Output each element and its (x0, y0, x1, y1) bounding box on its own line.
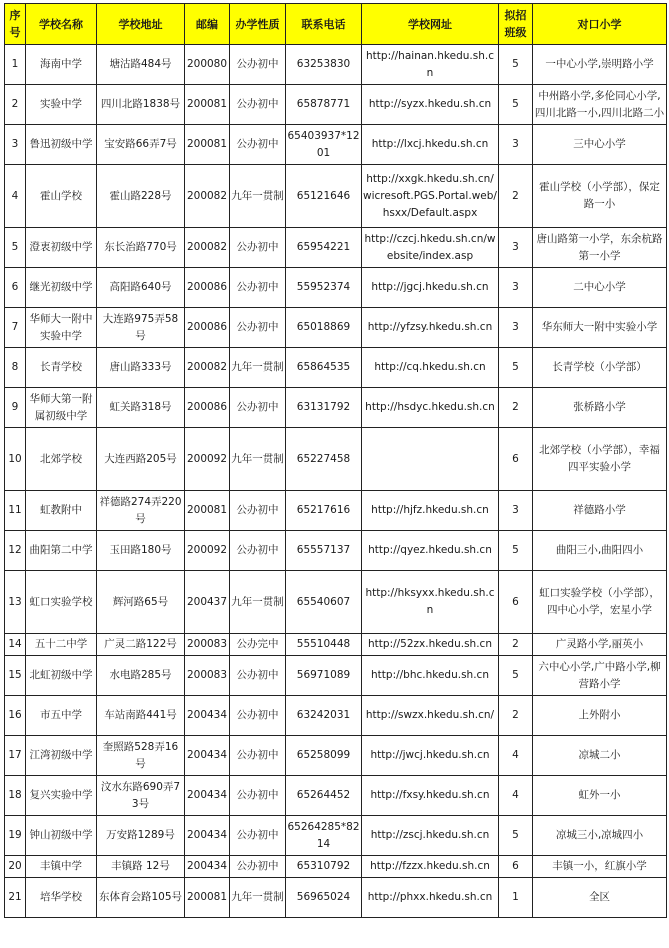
cell-classes: 4 (499, 736, 533, 776)
cell-classes: 3 (499, 125, 533, 165)
cell-no: 19 (5, 816, 26, 856)
cell-website[interactable]: http://jwcj.hkedu.sh.cn (362, 736, 499, 776)
cell-address: 宝安路66弄7号 (97, 125, 185, 165)
cell-type: 公办初中 (230, 656, 286, 696)
cell-name: 华师大一附中实验中学 (26, 308, 97, 348)
cell-phone: 65121646 (286, 165, 362, 228)
cell-name: 北虹初级中学 (26, 656, 97, 696)
cell-website[interactable]: http://yfzsy.hkedu.sh.cn (362, 308, 499, 348)
cell-website[interactable]: http://xxgk.hkedu.sh.cn/wicresoft.PGS.Portal.web/hsxx/Default.aspx (362, 165, 499, 228)
cell-website[interactable]: http://phxx.hkedu.sh.cn (362, 878, 499, 918)
cell-phone: 65878771 (286, 85, 362, 125)
cell-website[interactable]: http://fzzx.hkedu.sh.cn (362, 856, 499, 878)
cell-classes: 5 (499, 45, 533, 85)
table-row (5, 816, 667, 856)
table-row (5, 348, 667, 388)
cell-address: 车站南路441号 (97, 696, 185, 736)
cell-primary: 全区 (533, 878, 667, 918)
cell-no: 9 (5, 388, 26, 428)
cell-website[interactable]: http://jgcj.hkedu.sh.cn (362, 268, 499, 308)
cell-address: 水电路285号 (97, 656, 185, 696)
table-row (5, 45, 667, 85)
cell-zip: 200080 (185, 45, 230, 85)
cell-no: 18 (5, 776, 26, 816)
cell-address: 汶水东路690弄73号 (97, 776, 185, 816)
cell-phone: 65954221 (286, 228, 362, 268)
cell-type: 公办初中 (230, 696, 286, 736)
header-classes: 拟招班级 (499, 4, 533, 45)
cell-primary: 华东师大一附中实验小学 (533, 308, 667, 348)
cell-address: 广灵二路122号 (97, 634, 185, 656)
cell-no: 1 (5, 45, 26, 85)
header-name: 学校名称 (26, 4, 97, 45)
cell-primary: 霍山学校（小学部），保定路一小 (533, 165, 667, 228)
table-row (5, 308, 667, 348)
table-row (5, 125, 667, 165)
cell-classes: 5 (499, 85, 533, 125)
cell-no: 7 (5, 308, 26, 348)
cell-zip: 200434 (185, 736, 230, 776)
cell-website[interactable]: http://hsdyc.hkedu.sh.cn (362, 388, 499, 428)
cell-phone: 63131792 (286, 388, 362, 428)
cell-name: 继光初级中学 (26, 268, 97, 308)
header-row (5, 4, 667, 45)
cell-type: 公办初中 (230, 85, 286, 125)
cell-phone: 55952374 (286, 268, 362, 308)
table-row (5, 268, 667, 308)
cell-zip: 200437 (185, 571, 230, 634)
cell-primary: 张桥路小学 (533, 388, 667, 428)
cell-address: 高阳路640号 (97, 268, 185, 308)
cell-no: 3 (5, 125, 26, 165)
cell-primary: 长青学校（小学部） (533, 348, 667, 388)
cell-primary: 丰镇一小，红旗小学 (533, 856, 667, 878)
cell-primary: 北郊学校（小学部），幸福四平实验小学 (533, 428, 667, 491)
cell-address: 霍山路228号 (97, 165, 185, 228)
cell-zip: 200081 (185, 878, 230, 918)
header-type: 办学性质 (230, 4, 286, 45)
table-row (5, 696, 667, 736)
cell-phone: 55510448 (286, 634, 362, 656)
cell-classes: 4 (499, 776, 533, 816)
cell-address: 虹关路318号 (97, 388, 185, 428)
cell-no: 15 (5, 656, 26, 696)
cell-primary: 广灵路小学,丽英小 (533, 634, 667, 656)
cell-zip: 200092 (185, 428, 230, 491)
cell-classes: 5 (499, 531, 533, 571)
cell-name: 培华学校 (26, 878, 97, 918)
cell-name: 五十二中学 (26, 634, 97, 656)
cell-website[interactable]: http://cq.hkedu.sh.cn (362, 348, 499, 388)
cell-primary: 中州路小学,多伦同心小学,四川北路一小,四川北路二小 (533, 85, 667, 125)
cell-phone: 65540607 (286, 571, 362, 634)
cell-classes: 3 (499, 308, 533, 348)
cell-name: 北郊学校 (26, 428, 97, 491)
cell-phone: 65864535 (286, 348, 362, 388)
cell-address: 丰镇路 12号 (97, 856, 185, 878)
cell-address: 大连路975弄58号 (97, 308, 185, 348)
cell-primary: 虹外一小 (533, 776, 667, 816)
header-address: 学校地址 (97, 4, 185, 45)
cell-phone: 63242031 (286, 696, 362, 736)
cell-zip: 200434 (185, 696, 230, 736)
cell-address: 大连西路205号 (97, 428, 185, 491)
cell-phone: 65258099 (286, 736, 362, 776)
cell-type: 九年一贯制 (230, 571, 286, 634)
cell-no: 10 (5, 428, 26, 491)
cell-name: 曲阳第二中学 (26, 531, 97, 571)
cell-address: 塘沽路484号 (97, 45, 185, 85)
cell-no: 12 (5, 531, 26, 571)
cell-type: 公办初中 (230, 776, 286, 816)
cell-address: 祥德路274弄220号 (97, 491, 185, 531)
cell-type: 公办初中 (230, 388, 286, 428)
cell-no: 2 (5, 85, 26, 125)
cell-classes: 5 (499, 816, 533, 856)
cell-zip: 200082 (185, 228, 230, 268)
table-row (5, 634, 667, 656)
cell-phone: 65264452 (286, 776, 362, 816)
cell-phone: 65403937*1201 (286, 125, 362, 165)
cell-zip: 200086 (185, 268, 230, 308)
cell-no: 17 (5, 736, 26, 776)
cell-zip: 200434 (185, 816, 230, 856)
table-row (5, 571, 667, 634)
cell-zip: 200092 (185, 531, 230, 571)
cell-primary: 祥德路小学 (533, 491, 667, 531)
cell-zip: 200083 (185, 634, 230, 656)
cell-name: 鲁迅初级中学 (26, 125, 97, 165)
cell-no: 8 (5, 348, 26, 388)
cell-type: 公办初中 (230, 125, 286, 165)
cell-type: 公办初中 (230, 531, 286, 571)
cell-type: 公办初中 (230, 308, 286, 348)
cell-zip: 200081 (185, 85, 230, 125)
table-row (5, 878, 667, 918)
cell-website[interactable]: http://czcj.hkedu.sh.cn/website/index.asp (362, 228, 499, 268)
cell-zip: 200082 (185, 165, 230, 228)
cell-primary: 凉城二小 (533, 736, 667, 776)
cell-address: 东长治路770号 (97, 228, 185, 268)
cell-website[interactable]: http://fxsy.hkedu.sh.cn (362, 776, 499, 816)
header-zip: 邮编 (185, 4, 230, 45)
table-row (5, 656, 667, 696)
cell-website[interactable]: http://hjfz.hkedu.sh.cn (362, 491, 499, 531)
school-table (4, 3, 667, 918)
cell-phone: 65264285*8214 (286, 816, 362, 856)
cell-address: 万安路1289号 (97, 816, 185, 856)
cell-name: 丰镇中学 (26, 856, 97, 878)
cell-address: 奎照路528弄16号 (97, 736, 185, 776)
cell-no: 20 (5, 856, 26, 878)
cell-type: 九年一贯制 (230, 428, 286, 491)
cell-type: 公办完中 (230, 634, 286, 656)
cell-website[interactable]: http://zscj.hkedu.sh.cn (362, 816, 499, 856)
cell-zip: 200081 (185, 491, 230, 531)
cell-no: 6 (5, 268, 26, 308)
table-row (5, 531, 667, 571)
cell-zip: 200086 (185, 388, 230, 428)
cell-type: 公办初中 (230, 856, 286, 878)
table-row (5, 85, 667, 125)
cell-address: 唐山路333号 (97, 348, 185, 388)
cell-type: 九年一贯制 (230, 348, 286, 388)
cell-phone: 65227458 (286, 428, 362, 491)
cell-zip: 200086 (185, 308, 230, 348)
cell-classes: 2 (499, 388, 533, 428)
cell-type: 公办初中 (230, 268, 286, 308)
cell-classes: 6 (499, 856, 533, 878)
cell-name: 虹口实验学校 (26, 571, 97, 634)
cell-zip: 200081 (185, 125, 230, 165)
table-row (5, 388, 667, 428)
cell-primary: 上外附小 (533, 696, 667, 736)
cell-type: 公办初中 (230, 491, 286, 531)
table-row (5, 165, 667, 228)
cell-name: 虹教附中 (26, 491, 97, 531)
cell-website[interactable] (362, 428, 499, 491)
cell-classes: 2 (499, 634, 533, 656)
cell-website[interactable]: http://qyez.hkedu.sh.cn (362, 531, 499, 571)
cell-zip: 200434 (185, 856, 230, 878)
table-row (5, 491, 667, 531)
cell-type: 公办初中 (230, 736, 286, 776)
cell-no: 21 (5, 878, 26, 918)
cell-website[interactable]: http://52zx.hkedu.sh.cn (362, 634, 499, 656)
cell-zip: 200082 (185, 348, 230, 388)
cell-no: 5 (5, 228, 26, 268)
cell-no: 11 (5, 491, 26, 531)
table-row (5, 856, 667, 878)
table-row (5, 228, 667, 268)
table-row (5, 776, 667, 816)
header-no: 序号 (5, 4, 26, 45)
cell-name: 澄衷初级中学 (26, 228, 97, 268)
cell-no: 14 (5, 634, 26, 656)
cell-name: 霍山学校 (26, 165, 97, 228)
cell-no: 16 (5, 696, 26, 736)
cell-primary: 唐山路第一小学，东余杭路第一小学 (533, 228, 667, 268)
cell-address: 东体育会路105号 (97, 878, 185, 918)
cell-address: 玉田路180号 (97, 531, 185, 571)
cell-zip: 200083 (185, 656, 230, 696)
cell-name: 实验中学 (26, 85, 97, 125)
cell-classes: 3 (499, 268, 533, 308)
cell-no: 13 (5, 571, 26, 634)
cell-type: 公办初中 (230, 45, 286, 85)
cell-name: 市五中学 (26, 696, 97, 736)
cell-classes: 6 (499, 428, 533, 491)
cell-primary: 三中心小学 (533, 125, 667, 165)
cell-phone: 65018869 (286, 308, 362, 348)
cell-classes: 5 (499, 656, 533, 696)
cell-phone: 56965024 (286, 878, 362, 918)
cell-name: 长青学校 (26, 348, 97, 388)
cell-website[interactable]: http://swzx.hkedu.sh.cn/ (362, 696, 499, 736)
cell-website[interactable]: http://lxcj.hkedu.sh.cn (362, 125, 499, 165)
cell-primary: 六中心小学,广中路小学,柳营路小学 (533, 656, 667, 696)
cell-name: 海南中学 (26, 45, 97, 85)
cell-phone: 65310792 (286, 856, 362, 878)
cell-classes: 1 (499, 878, 533, 918)
cell-phone: 65217616 (286, 491, 362, 531)
cell-website[interactable]: http://hksyxx.hkedu.sh.cn (362, 571, 499, 634)
header-primary: 对口小学 (533, 4, 667, 45)
cell-phone: 63253830 (286, 45, 362, 85)
header-phone: 联系电话 (286, 4, 362, 45)
cell-website[interactable]: http://bhc.hkedu.sh.cn (362, 656, 499, 696)
cell-phone: 65557137 (286, 531, 362, 571)
cell-primary: 二中心小学 (533, 268, 667, 308)
cell-website[interactable]: http://syzx.hkedu.sh.cn (362, 85, 499, 125)
cell-primary: 虹口实验学校（小学部），四中心小学，宏星小学 (533, 571, 667, 634)
cell-type: 公办初中 (230, 228, 286, 268)
cell-classes: 3 (499, 491, 533, 531)
cell-zip: 200434 (185, 776, 230, 816)
cell-name: 复兴实验中学 (26, 776, 97, 816)
cell-name: 江湾初级中学 (26, 736, 97, 776)
header-website: 学校网址 (362, 4, 499, 45)
cell-address: 辉河路65号 (97, 571, 185, 634)
cell-primary: 一中心小学,崇明路小学 (533, 45, 667, 85)
cell-classes: 3 (499, 228, 533, 268)
cell-type: 公办初中 (230, 816, 286, 856)
cell-primary: 曲阳三小,曲阳四小 (533, 531, 667, 571)
cell-primary: 凉城三小,凉城四小 (533, 816, 667, 856)
cell-website[interactable]: http://hainan.hkedu.sh.cn (362, 45, 499, 85)
cell-phone: 56971089 (286, 656, 362, 696)
cell-type: 九年一贯制 (230, 165, 286, 228)
cell-classes: 6 (499, 571, 533, 634)
cell-name: 钟山初级中学 (26, 816, 97, 856)
cell-no: 4 (5, 165, 26, 228)
table-row (5, 736, 667, 776)
cell-classes: 5 (499, 348, 533, 388)
cell-classes: 2 (499, 696, 533, 736)
cell-address: 四川北路1838号 (97, 85, 185, 125)
table-row (5, 428, 667, 491)
cell-name: 华师大第一附属初级中学 (26, 388, 97, 428)
cell-type: 九年一贯制 (230, 878, 286, 918)
cell-classes: 2 (499, 165, 533, 228)
